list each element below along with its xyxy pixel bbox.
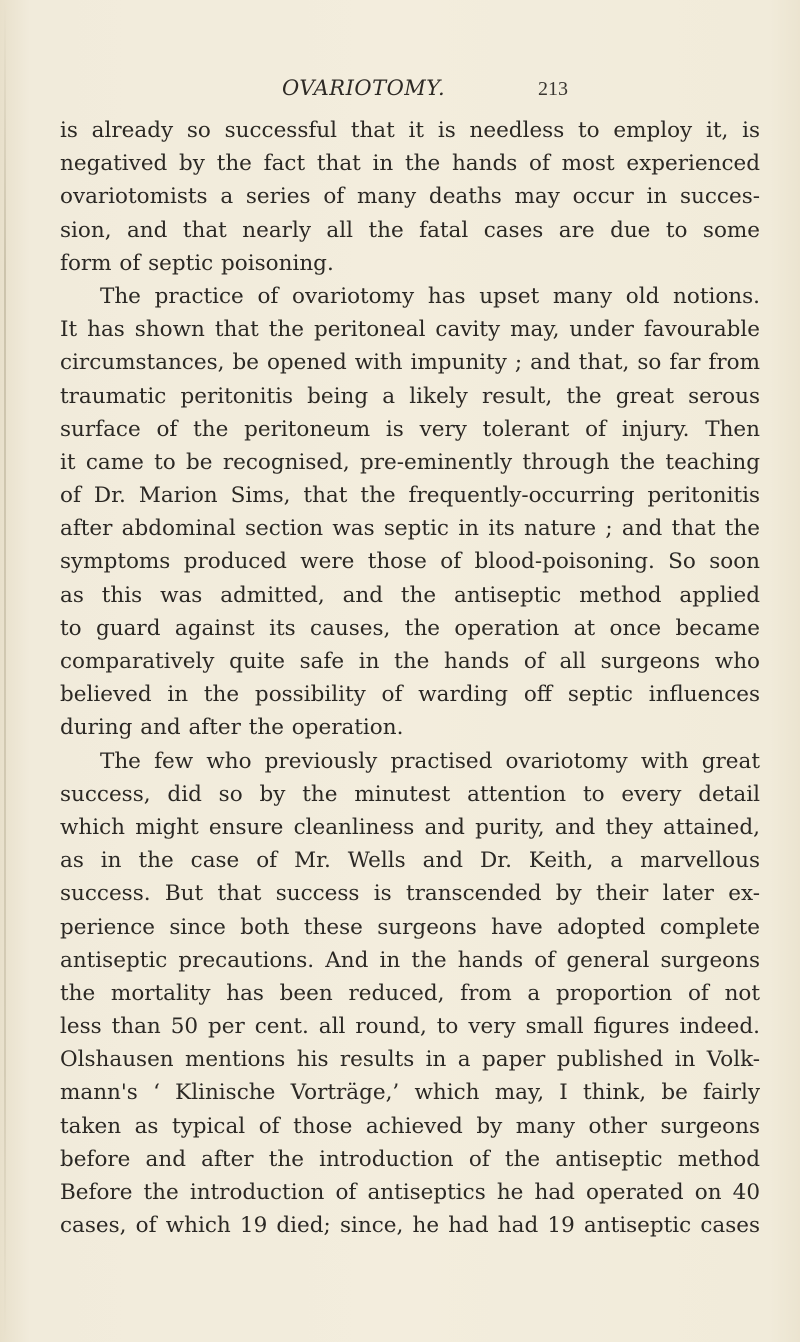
text-line: Olshausen mentions his results in a paper published in Volk- xyxy=(60,1047,760,1073)
text-line: circumstances, be opened with impunity ; and that, so far from xyxy=(60,350,760,376)
binding-gutter xyxy=(4,0,6,1342)
text-line: Before the introduction of antiseptics he had operated on 40 xyxy=(60,1180,760,1205)
text-line: it came to be recognised, pre-eminently through the teaching xyxy=(60,449,760,475)
text-line: to guard against its causes, the operation at once became xyxy=(60,615,760,641)
text-line: is already so successful that it is needless to employ it, is xyxy=(60,118,760,143)
paragraph-start-line: The practice of ovariotomy has upset many old notions. xyxy=(100,283,760,309)
text-line: the mortality has been reduced, from a proportion of not xyxy=(60,980,760,1006)
text-line: antiseptic precautions. And in the hands of general surgeons xyxy=(60,947,760,973)
text-line: negatived by the fact that in the hands of most experienced xyxy=(60,151,760,177)
text-line: as this was admitted, and the antiseptic method applied xyxy=(60,582,760,608)
text-line: symptoms produced were those of blood-poisoning. So soon xyxy=(60,549,760,575)
text-line: perience since both these surgeons have adopted complete xyxy=(60,914,760,940)
text-line: mann's ‘ Klinische Vorträge,’ which may, I think, be fairly xyxy=(60,1080,760,1106)
text-line: surface of the peritoneum is very tolerant of injury. Then xyxy=(60,416,760,442)
running-head xyxy=(0,76,800,110)
running-title: OVARIOTOMY. xyxy=(282,76,446,100)
page-number: 213 xyxy=(538,78,568,100)
text-line: ovariotomists a series of many deaths may occur in succes- xyxy=(60,184,760,210)
text-line: success, did so by the minutest attention to every detail xyxy=(60,781,760,807)
text-line: which might ensure cleanliness and purity, and they attained, xyxy=(60,814,760,840)
text-line: traumatic peritonitis being a likely result, the great serous xyxy=(60,383,760,409)
text-line: during and after the operation. xyxy=(60,715,404,741)
text-line: sion, and that nearly all the fatal cases are due to some xyxy=(60,217,760,243)
text-line: form of septic poisoning. xyxy=(60,250,334,276)
body-text xyxy=(60,114,760,1242)
text-line: of Dr. Marion Sims, that the frequently-occurring peritonitis xyxy=(60,483,760,509)
text-line: believed in the possibility of warding off septic influences xyxy=(60,682,760,708)
text-line: less than 50 per cent. all round, to very small figures indeed. xyxy=(60,1014,760,1040)
text-line: as in the case of Mr. Wells and Dr. Keith, a marvellous xyxy=(60,848,760,874)
text-line: It has shown that the peritoneal cavity may, under favourable xyxy=(60,317,760,343)
text-line: cases, of which 19 died; since, he had had 19 antiseptic cases xyxy=(60,1213,760,1239)
text-line: after abdominal section was septic in its nature ; and that the xyxy=(60,516,760,542)
paragraph-start-line: The few who previously practised ovariotomy with great xyxy=(100,748,760,774)
text-line: comparatively quite safe in the hands of all surgeons who xyxy=(60,649,760,674)
text-line: success. But that success is transcended by their later ex- xyxy=(60,881,760,907)
text-line: before and after the introduction of the antiseptic method xyxy=(60,1146,760,1172)
text-line: taken as typical of those achieved by many other surgeons xyxy=(60,1113,760,1139)
